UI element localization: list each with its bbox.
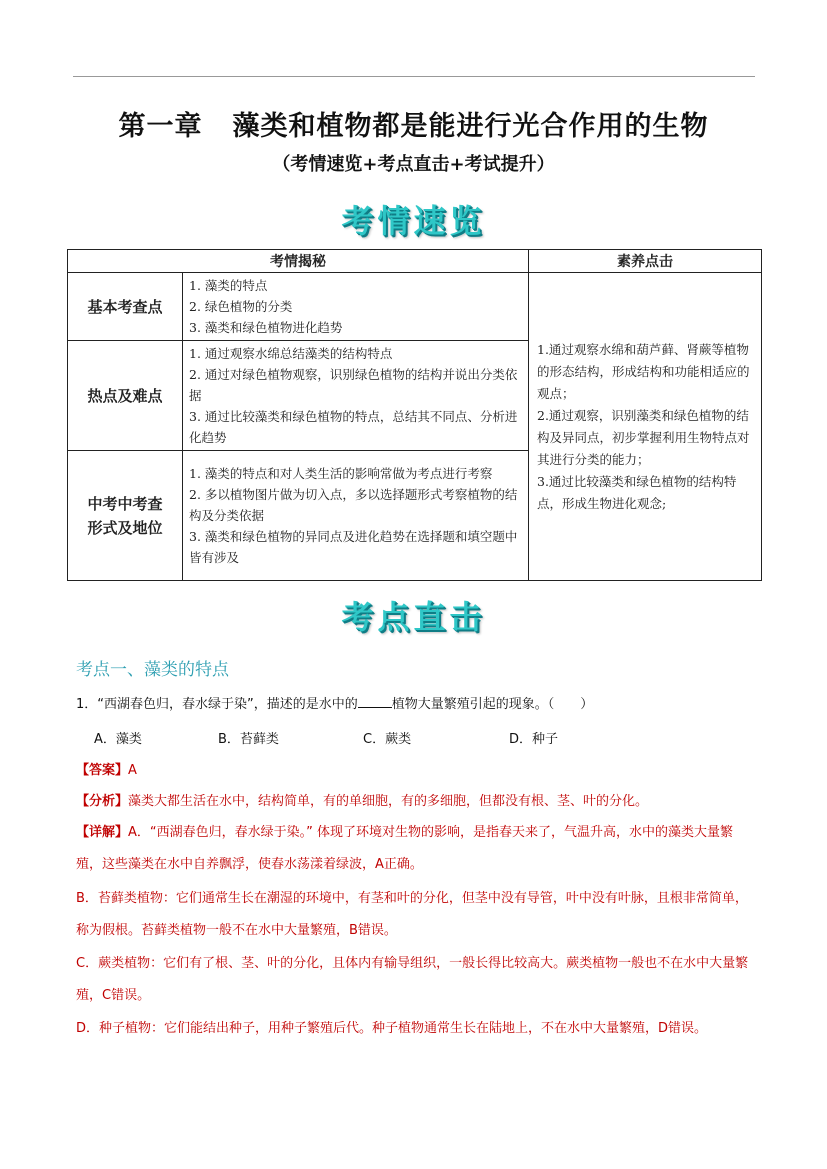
option-c: C．蕨类: [363, 732, 412, 747]
literacy-item: 2.通过观察，识别藻类和绿色植物的结构及异同点，初步掌握利用生物特点对其进行分类的能力；: [537, 407, 750, 467]
row-items: [183, 341, 529, 451]
list-item: 2. 多以植物图片做为切入点，多以选择题形式考察植物的结构及分类依据: [189, 487, 518, 523]
table-header-row: [68, 250, 762, 273]
analysis-tag: 【分析】: [76, 794, 129, 809]
detail-a: [76, 817, 756, 881]
page-title: [0, 104, 827, 143]
literacy-item: 3.通过比较藻类和绿色植物的结构特点，形成生物进化观念;: [537, 473, 737, 511]
question-stem-start: 1．“西湖春色归，春水绿于染”，描述的是水中的: [76, 697, 358, 712]
question-stem-end: 植物大量繁殖引起的现象。（ ）: [391, 697, 594, 712]
row-items: [183, 451, 529, 581]
option-d: D．种子: [509, 732, 559, 747]
overview-banner: 考情速览: [341, 202, 486, 240]
header-rule: [73, 76, 755, 77]
answer-value: A: [128, 763, 137, 778]
page-subtitle: （考情速览+考点直击+考试提升）: [272, 154, 555, 175]
literacy-cell: [529, 273, 762, 581]
col-header-literacy: 素养点击: [529, 250, 762, 273]
answer-line: [76, 755, 756, 787]
answer-tag: 【答案】: [76, 763, 129, 778]
detail-d: D．种子植物：它们能结出种子，用种子繁殖后代。种子植物通常生长在陆地上，不在水中大量繁殖，D错误。: [76, 1021, 708, 1036]
list-item: 1. 藻类的特点和对人类生活的影响常做为考点进行考察: [189, 466, 493, 481]
answer-blank: [358, 695, 392, 708]
analysis-text: 藻类大都生活在水中，结构简单，有的单细胞，有的多细胞，但都没有根、茎、叶的分化。: [128, 794, 649, 809]
list-item: 1. 通过观察水绵总结藻类的结构特点: [189, 346, 393, 361]
detail-tag: 【详解】: [76, 825, 129, 840]
row-label: [68, 451, 183, 581]
row-label: 热点及难点: [68, 341, 183, 451]
row-items: [183, 273, 529, 341]
chapter-title: 藻类和植物都是能进行光合作用的生物: [232, 111, 709, 142]
detail-c: C．蕨类植物：它们有了根、茎、叶的分化，且体内有输导组织，一般长得比较高大。蕨类植物一般也不在水中大量繁殖，C错误。: [76, 956, 749, 1003]
list-item: 3. 藻类和绿色植物的异同点及进化趋势在选择题和填空题中皆有涉及: [189, 529, 518, 565]
focus-banner: 考点直击: [341, 598, 486, 636]
question-stem: [76, 693, 593, 712]
row-label-line: 中考中考查: [87, 494, 163, 513]
option-b: B．苔藓类: [218, 732, 279, 747]
row-label-line: 形式及地位: [87, 518, 163, 537]
chapter-number: 第一章: [118, 111, 203, 142]
section-heading: 考点一、藻类的特点: [76, 660, 229, 680]
analysis-line: [76, 786, 756, 818]
list-item: 3. 藻类和绿色植物进化趋势: [189, 320, 343, 335]
literacy-item: 1.通过观察水绵和葫芦藓、肾蕨等植物的形态结构，形成结构和功能相适应的观点；: [537, 341, 750, 401]
table-row: [68, 273, 762, 341]
list-item: 1. 藻类的特点: [189, 278, 268, 293]
col-header-exam: 考情揭秘: [68, 250, 529, 273]
row-label: 基本考查点: [68, 273, 183, 341]
list-item: 3. 通过比较藻类和绿色植物的特点，总结其不同点、分析进化趋势: [189, 409, 518, 445]
detail-b: B．苔藓类植物：它们通常生长在潮湿的环境中，有茎和叶的分化，但茎中没有导管，叶中没有叶脉，且根非常简单，称为假根。苔藓类植物一般不在水中大量繁殖，B错误。: [76, 891, 748, 938]
overview-table: [67, 249, 762, 581]
detail-a-text: A．“西湖春色归，春水绿于染。” 体现了环境对生物的影响，是指春天来了，气温升高，水中的藻类大量繁殖，这些藻类在水中自养飘浮，使春水荡漾着绿波，A正确。: [76, 825, 734, 872]
option-a: A．藻类: [94, 732, 142, 747]
list-item: 2. 通过对绿色植物观察，识别绿色植物的结构并说出分类依据: [189, 367, 518, 403]
list-item: 2. 绿色植物的分类: [189, 299, 293, 314]
